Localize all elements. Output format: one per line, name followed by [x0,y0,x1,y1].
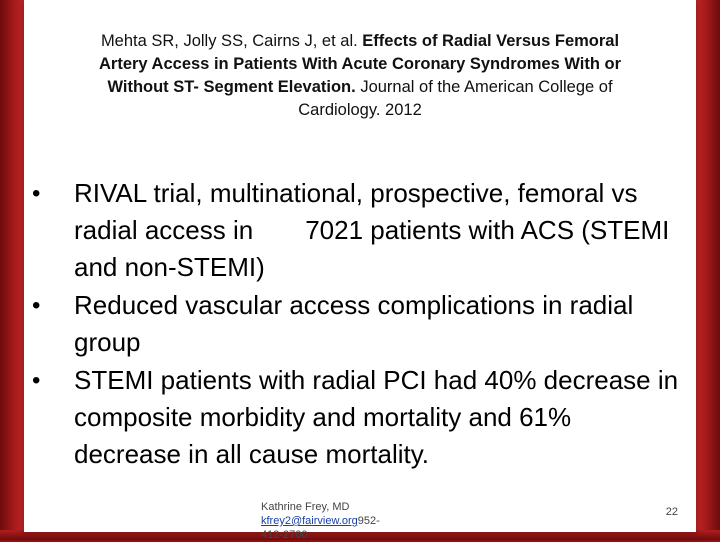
bullet-text: RIVAL trial, multinational, prospective, femoral vs radial access in 7021 patients with ACS (STEMI and non-STEMI) [74,178,670,282]
bullet-icon: • [32,367,41,394]
footer-phone-end: 412-2700 [261,529,308,541]
citation-journal: Journal of the American College of Cardiology. 2012 [298,78,613,119]
page-number: 22 [665,506,678,518]
bullet-item [28,175,684,286]
bullet-item [28,362,684,473]
footer-name: Kathrine Frey, MD [261,501,350,513]
bullet-text: STEMI patients with radial PCI had 40% decrease in composite morbidity and mortality and 61% decrease in all cause mortality. [74,365,679,469]
citation [80,30,640,122]
citation-authors: Mehta SR, Jolly SS, Cairns J, et al. [100,32,358,50]
bullet-item [28,287,684,361]
bullet-text: Reduced vascular access complications in radial group [74,290,634,357]
bullet-icon: • [32,180,41,207]
right-frame-border [696,0,720,540]
slide [24,0,696,541]
bullet-icon: • [32,292,41,319]
bullet-list [24,175,684,474]
footer-email-link[interactable]: kfrey2@fairview.org [261,515,358,527]
citation-title: Effects of Radial Versus Femoral Artery Access in Patients With Acute Coronary Syndromes With or Without ST- Segment Elevation. [98,32,621,96]
footer-phone-start: 952- [357,515,380,527]
left-frame-border [0,0,24,540]
footer-email-line [261,514,471,528]
footer-contact [261,500,471,542]
